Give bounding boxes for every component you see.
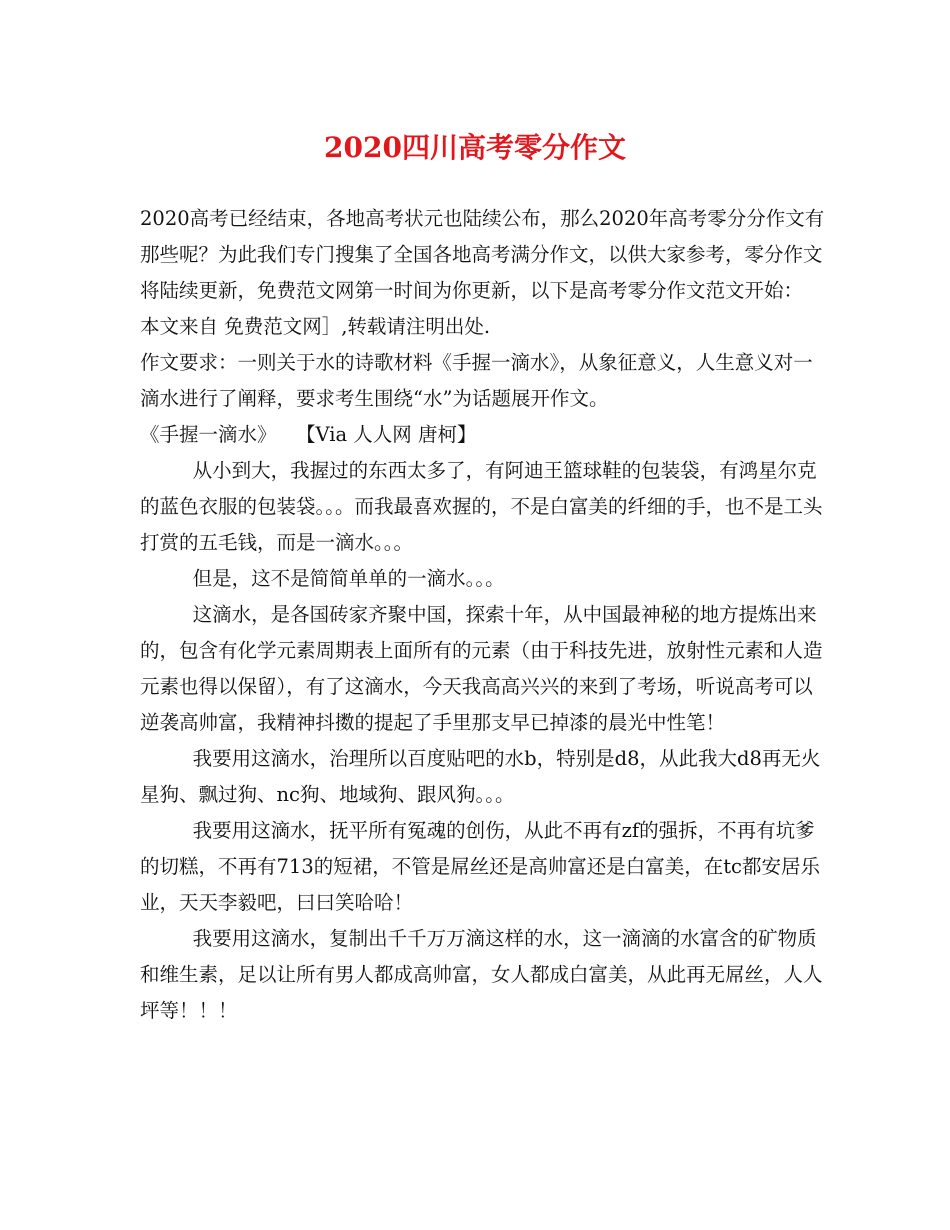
document-body bbox=[140, 201, 830, 1029]
essay-title-line: 《手握一滴水》 【Via 人人网 唐柯】 bbox=[140, 423, 477, 446]
essay-paragraph: 我要用这滴水，复制出千千万万滴这样的水，这一滴滴的水富含的矿物质和维生素，足以让所有男人都成高帅富，女人都成白富美，从此再无屌丝，人人坪等！！！ bbox=[140, 927, 823, 1022]
source-note: 本文来自 免费范文网］,转载请注明出处. bbox=[140, 315, 491, 338]
essay-paragraph: 从小到大，我握过的东西太多了，有阿迪王篮球鞋的包装袋，有鸿星尔克的蓝色衣服的包装袋。。。而我最喜欢握的，不是白富美的纤细的手，也不是工头打赏的五毛钱，而是一滴水。。。 bbox=[140, 459, 823, 554]
essay-paragraph: 我要用这滴水，抚平所有冤魂的创伤，从此不再有zf的强拆，不再有坑爹的切糕，不再有713的短裙，不管是屌丝还是高帅富还是白富美，在tc都安居乐业，天天李毅吧，曰曰笑哈哈！ bbox=[140, 819, 820, 914]
essay-paragraph: 我要用这滴水，治理所以百度贴吧的水b，特别是d8，从此我大d8再无火星狗、飘过狗、nc狗、地域狗、跟风狗。。。 bbox=[140, 747, 821, 806]
essay-requirement: 作文要求：一则关于水的诗歌材料《手握一滴水》，从象征意义，人生意义对一滴水进行了阐释，要求考生围绕“水”为话题展开作文。 bbox=[140, 351, 813, 410]
intro-paragraph: 2020高考已经结束，各地高考状元也陆续公布，那么2020年高考零分分作文有那些呢？为此我们专门搜集了全国各地高考满分作文，以供大家参考，零分作文将陆续更新，免费范文网第一时间为你更新，以下是高考零分作文范文开始： bbox=[140, 207, 825, 302]
essay-paragraph: 但是，这不是简简单单的一滴水。。。 bbox=[192, 567, 505, 590]
document-title: 2020四川高考零分作文 bbox=[324, 131, 626, 164]
essay-paragraph: 这滴水，是各国砖家齐聚中国，探索十年，从中国最神秘的地方提炼出来的，包含有化学元素周期表上面所有的元素（由于科技先进，放射性元素和人造元素也得以保留），有了这滴水，今天我高高兴兴的来到了考场，听说高考可以逆袭高帅富，我精神抖擞的提起了手里那支早已掉漆的晨光中性笔！ bbox=[140, 603, 823, 734]
